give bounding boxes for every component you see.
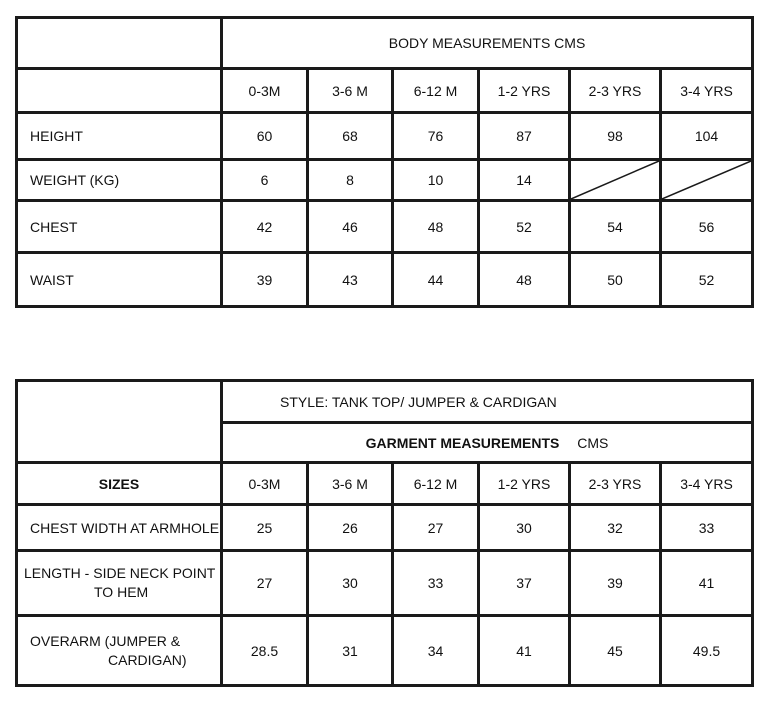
garment-measurements-table bbox=[15, 379, 754, 687]
table-cell: 37 bbox=[479, 551, 570, 616]
size-header: 0-3M bbox=[222, 69, 308, 113]
table-cell: 39 bbox=[222, 253, 308, 307]
size-header: 3-4 YRS bbox=[661, 69, 753, 113]
table-cell: 31 bbox=[308, 616, 393, 686]
table-cell: 10 bbox=[393, 160, 479, 201]
table-cell: 52 bbox=[661, 253, 753, 307]
table-cell: 48 bbox=[393, 201, 479, 253]
size-header: 0-3M bbox=[222, 463, 308, 505]
size-header: 6-12 M bbox=[393, 69, 479, 113]
table-cell: 56 bbox=[661, 201, 753, 253]
not-applicable-cell bbox=[570, 160, 661, 201]
table-cell: 44 bbox=[393, 253, 479, 307]
table-cell: 98 bbox=[570, 113, 661, 160]
table-cell: 52 bbox=[479, 201, 570, 253]
table-cell: 49.5 bbox=[661, 616, 753, 686]
row-label-line: LENGTH - SIDE NECK POINT bbox=[24, 565, 216, 581]
size-header: 6-12 M bbox=[393, 463, 479, 505]
table-cell: 30 bbox=[308, 551, 393, 616]
size-header: 3-6 M bbox=[308, 69, 393, 113]
row-label-line: CARDIGAN) bbox=[108, 651, 187, 668]
garment-title-unit: CMS bbox=[577, 434, 609, 451]
body-measurements-table bbox=[15, 16, 754, 308]
table-cell: 34 bbox=[393, 616, 479, 686]
diagonal-slash-icon bbox=[662, 161, 751, 199]
row-label-chest: CHEST bbox=[17, 201, 222, 253]
size-header: 1-2 YRS bbox=[479, 463, 570, 505]
corner-cell bbox=[17, 18, 222, 69]
row-label-length bbox=[17, 551, 222, 616]
table-cell: 50 bbox=[570, 253, 661, 307]
row-label-chest-width: CHEST WIDTH AT ARMHOLE bbox=[17, 505, 222, 551]
table-cell: 54 bbox=[570, 201, 661, 253]
table-cell: 33 bbox=[661, 505, 753, 551]
table-cell: 41 bbox=[661, 551, 753, 616]
size-header: 3-6 M bbox=[308, 463, 393, 505]
sizes-label: SIZES bbox=[17, 463, 222, 505]
table-cell: 8 bbox=[308, 160, 393, 201]
table-cell: 43 bbox=[308, 253, 393, 307]
table-cell: 41 bbox=[479, 616, 570, 686]
size-header-empty bbox=[17, 69, 222, 113]
size-header: 2-3 YRS bbox=[570, 463, 661, 505]
size-header: 3-4 YRS bbox=[661, 463, 753, 505]
table-cell: 32 bbox=[570, 505, 661, 551]
row-label-height: HEIGHT bbox=[17, 113, 222, 160]
garment-table-title bbox=[222, 423, 753, 463]
table-cell: 28.5 bbox=[222, 616, 308, 686]
style-label: STYLE: TANK TOP/ JUMPER & CARDIGAN bbox=[222, 381, 753, 423]
diagonal-slash-icon bbox=[571, 161, 659, 199]
table-cell: 48 bbox=[479, 253, 570, 307]
table-cell: 45 bbox=[570, 616, 661, 686]
table-cell: 104 bbox=[661, 113, 753, 160]
table-cell: 30 bbox=[479, 505, 570, 551]
table-cell: 27 bbox=[222, 551, 308, 616]
table-cell: 25 bbox=[222, 505, 308, 551]
table-cell: 39 bbox=[570, 551, 661, 616]
table-cell: 6 bbox=[222, 160, 308, 201]
table-cell: 87 bbox=[479, 113, 570, 160]
not-applicable-cell bbox=[661, 160, 753, 201]
body-table-title: BODY MEASUREMENTS CMS bbox=[222, 18, 753, 69]
row-label-line: TO HEM bbox=[94, 584, 149, 600]
table-cell: 27 bbox=[393, 505, 479, 551]
corner-cell bbox=[17, 381, 222, 463]
table-cell: 76 bbox=[393, 113, 479, 160]
size-header: 1-2 YRS bbox=[479, 69, 570, 113]
row-label-weight: WEIGHT (KG) bbox=[17, 160, 222, 201]
table-cell: 42 bbox=[222, 201, 308, 253]
row-label-waist: WAIST bbox=[17, 253, 222, 307]
table-cell: 68 bbox=[308, 113, 393, 160]
row-label-overarm bbox=[17, 616, 222, 686]
size-header: 2-3 YRS bbox=[570, 69, 661, 113]
row-label-line: OVERARM (JUMPER & bbox=[30, 632, 181, 649]
table-cell: 46 bbox=[308, 201, 393, 253]
table-cell: 33 bbox=[393, 551, 479, 616]
garment-title-bold: GARMENT MEASUREMENTS bbox=[365, 434, 560, 451]
table-cell: 26 bbox=[308, 505, 393, 551]
table-cell: 60 bbox=[222, 113, 308, 160]
table-cell: 14 bbox=[479, 160, 570, 201]
